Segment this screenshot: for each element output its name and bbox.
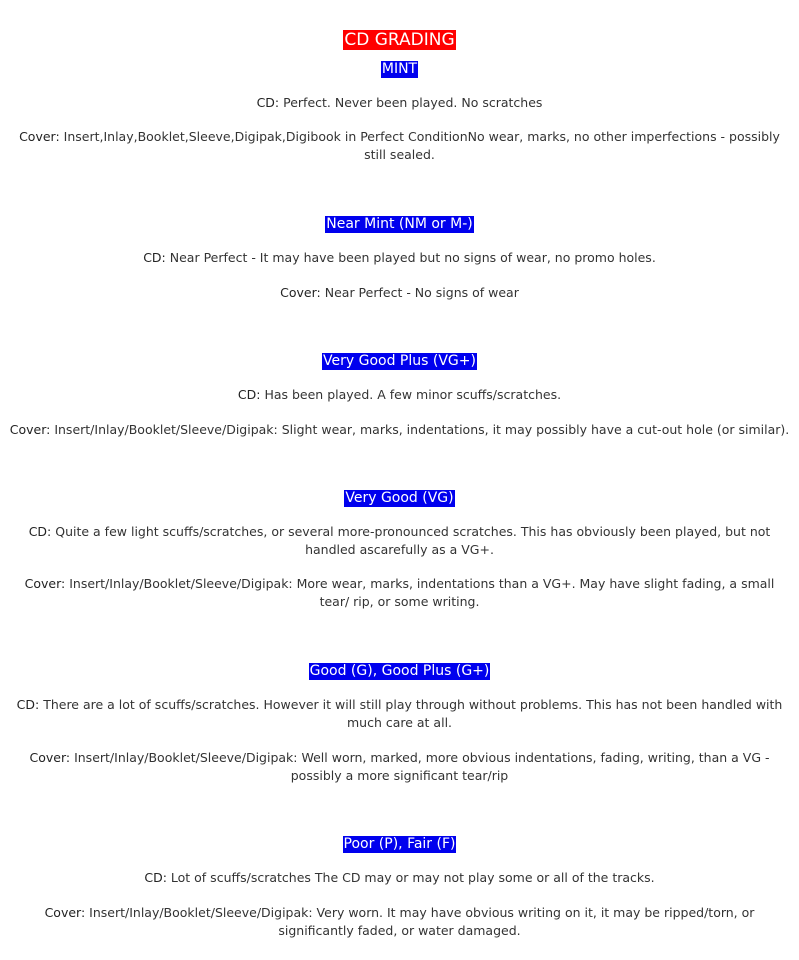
cd-text: There are a lot of scuffs/scratches. However it will still play through without problems. This has not been handled with much care at all. <box>39 697 783 730</box>
grade-heading-wrap <box>0 833 799 853</box>
cd-text: Has been played. A few minor scuffs/scratches. <box>260 387 562 402</box>
cd-description <box>8 869 791 887</box>
grade-heading-wrap <box>0 350 799 370</box>
page-title-wrap <box>0 30 799 50</box>
cover-description <box>8 749 791 785</box>
cd-description <box>8 523 791 559</box>
cover-label: Cover: <box>19 129 60 144</box>
cd-text: Quite a few light scuffs/scratches, or several more-pronounced scratches. This has obviously been played, but not handled ascarefully as a VG+. <box>51 524 771 557</box>
cover-label: Cover: <box>44 905 86 920</box>
grade-heading-very-good-plus: Very Good Plus (VG+) <box>323 353 476 369</box>
cover-text: Insert,Inlay,Booklet,Sleeve,Digipak,Digibook in Perfect ConditionNo wear, marks, no other imperfections - possibly still sealed. <box>59 129 780 162</box>
cover-description <box>8 575 791 611</box>
page-title: CD GRADING <box>344 30 455 50</box>
cd-label: CD: <box>16 697 40 712</box>
cover-description <box>8 284 791 302</box>
grade-heading-poor-fair: Poor (P), Fair (F) <box>343 836 456 852</box>
grade-heading-very-good: Very Good (VG) <box>345 490 454 506</box>
cd-label: CD: <box>28 524 52 539</box>
grade-heading-good: Good (G), Good Plus (G+) <box>309 663 490 679</box>
grade-heading-mint: MINT <box>381 61 418 77</box>
cd-description <box>8 94 791 112</box>
cd-description <box>8 386 791 404</box>
cover-text: Near Perfect - No signs of wear <box>320 285 519 300</box>
cd-text: Lot of scuffs/scratches The CD may or may not play some or all of the tracks. <box>166 870 655 885</box>
cover-label: Cover: <box>24 576 66 591</box>
cover-text: Insert/Inlay/Booklet/Sleeve/Digipak: More wear, marks, indentations than a VG+. May have slight fading, a small tear/ rip, or some writing. <box>65 576 775 609</box>
cd-label: CD: <box>143 250 166 265</box>
cover-text: Insert/Inlay/Booklet/Sleeve/Digipak: Slight wear, marks, indentations, it may possibly have a cut-out hole (or similar). <box>50 422 790 437</box>
cd-text: Perfect. Never been played. No scratches <box>279 95 543 110</box>
cover-label: Cover: <box>29 750 71 765</box>
cover-text: Insert/Inlay/Booklet/Sleeve/Digipak: Very worn. It may have obvious writing on it, it may be ripped/torn, or significantly faded, or water damaged. <box>85 905 755 938</box>
cd-text: Near Perfect - It may have been played but no signs of wear, no promo holes. <box>165 250 656 265</box>
cover-label: Cover: <box>280 285 321 300</box>
cd-label: CD: <box>256 95 280 110</box>
grade-heading-wrap <box>0 213 799 233</box>
cover-description <box>8 128 791 164</box>
grade-heading-wrap <box>0 660 799 680</box>
cd-label: CD: <box>237 387 261 402</box>
cd-label: CD: <box>144 870 167 885</box>
cd-description <box>8 696 791 732</box>
grade-heading-near-mint: Near Mint (NM or M-) <box>326 216 473 232</box>
cover-text: Insert/Inlay/Booklet/Sleeve/Digipak: Well worn, marked, more obvious indentations, fading, writing, than a VG - possibly a more significant tear/rip <box>70 750 770 783</box>
grade-heading-wrap <box>0 487 799 507</box>
cover-description <box>8 904 791 940</box>
cd-description <box>8 249 791 267</box>
cover-description <box>8 421 791 439</box>
cover-label: Cover: <box>9 422 51 437</box>
grade-heading-wrap <box>0 58 799 78</box>
